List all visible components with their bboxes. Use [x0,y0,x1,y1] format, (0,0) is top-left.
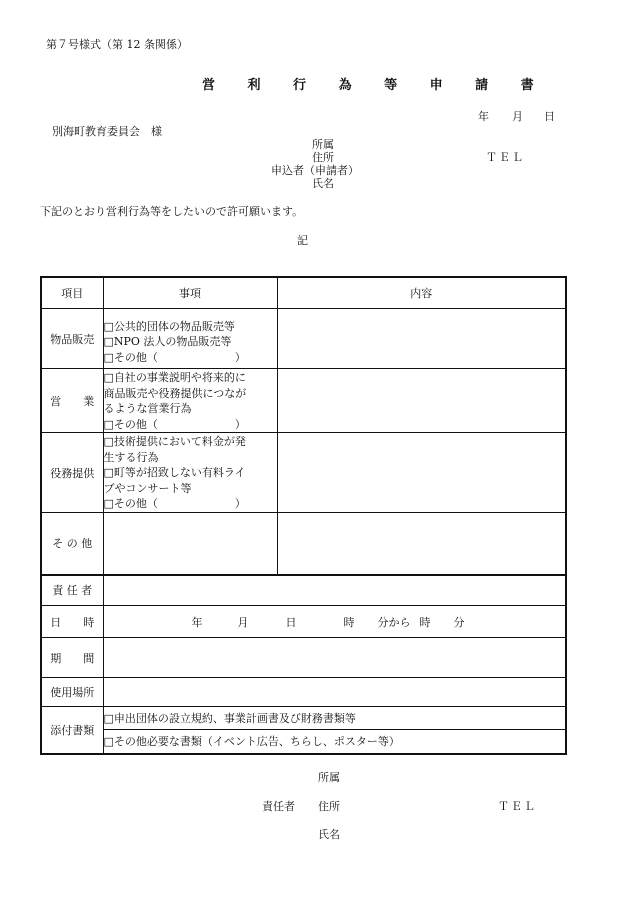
dt-month: 月 [237,615,249,629]
row-items-service [103,433,277,513]
addressee: 別海町教育委員会 様 [52,125,162,138]
responsible-label: 責 任 者 [41,575,103,606]
header-item: 項目 [41,277,103,309]
applicant-affiliation: 所属 [312,138,334,151]
checkbox-item[interactable]: □その他（ ） [103,350,246,364]
applicant-label: 申込者（申請者） [271,164,359,177]
table-row [41,513,566,575]
content-cell-other[interactable] [277,513,566,575]
checkbox-item[interactable]: □町等が招致しない有料ライ [103,466,246,480]
table-header-row [41,277,566,309]
checkbox-item[interactable]: □その他（ ） [103,497,246,511]
checkbox-item[interactable]: □その他（ ） [103,417,246,431]
document-title: 営 利 行 為 等 申 請 書 [202,78,548,93]
row-items-sales [103,309,277,369]
header-matter: 事項 [103,277,277,309]
dt-hour-to: 時 [419,615,431,629]
item-continuation: るような営業行為 [103,402,192,415]
date-month: 月 [512,110,523,123]
footer-label: 責任者 [262,800,295,813]
place-label: 使用場所 [41,678,103,707]
applicant-tel: ＴＥＬ [486,151,525,164]
header-content: 内容 [277,277,566,309]
footer-affiliation: 所属 [318,771,340,784]
dt-minute-to: 分 [453,615,465,629]
request-text: 下記のとおり営利行為等をしたいので許可願います。 [40,205,304,218]
content-cell-service[interactable] [277,433,566,513]
form-number: 第７号様式（第 12 条関係） [46,38,188,51]
table-row [41,309,566,369]
place-input[interactable] [103,678,566,707]
attachment-item-2[interactable]: □その他必要な書類（イベント広告、ちらし、ポスター等） [103,730,566,754]
applicant-name: 氏名 [312,177,334,190]
table-row [41,433,566,513]
footer-address: 住所 [318,800,340,813]
dt-hour: 時 [343,615,355,629]
row-items-other[interactable] [103,513,277,575]
attachment-item-1[interactable]: □申出団体の設立規約、事業計画書及び財務書類等 [103,707,566,730]
checkbox-item[interactable]: □技術提供において料金が発 [103,435,246,449]
row-label-other: そ の 他 [41,513,103,575]
content-cell-sales[interactable] [277,309,566,369]
attachment-row [41,707,566,730]
responsible-input[interactable] [103,575,566,606]
dt-minute-from: 分から [377,615,411,629]
application-table [40,276,567,755]
row-label-sales: 物品販売 [41,309,103,369]
attachments-label: 添付書類 [41,707,103,754]
checkbox-item[interactable]: □自社の事業説明や将来的に [103,371,246,384]
period-row [41,638,566,678]
row-items-business [103,369,277,433]
responsible-row [41,575,566,606]
date-day: 日 [544,110,555,123]
dt-day: 日 [285,615,297,629]
checkbox-item[interactable]: □NPO 法人の物品販売等 [103,335,232,349]
checkbox-item[interactable]: □公共的団体の物品販売等 [103,319,235,333]
footer-tel: ＴＥＬ [498,800,537,813]
period-input[interactable] [103,638,566,678]
attachment-row [41,730,566,754]
datetime-label: 日 時 [41,606,103,638]
content-cell-business[interactable] [277,369,566,433]
period-label: 期 間 [41,638,103,678]
footer-name: 氏名 [318,828,340,841]
datetime-row [41,606,566,638]
date-year: 年 [478,110,489,123]
row-label-business: 営 業 [41,369,103,433]
item-continuation: 生する行為 [103,450,159,464]
table-row [41,369,566,433]
ki-label: 記 [297,234,308,247]
place-row [41,678,566,707]
item-continuation: 商品販売や役務提供につなが [103,386,247,400]
dt-year: 年 [191,615,203,629]
datetime-input[interactable] [103,606,566,638]
item-continuation: ブやコンサート等 [103,481,192,495]
applicant-address: 住所 [312,151,334,164]
row-label-service: 役務提供 [41,433,103,513]
